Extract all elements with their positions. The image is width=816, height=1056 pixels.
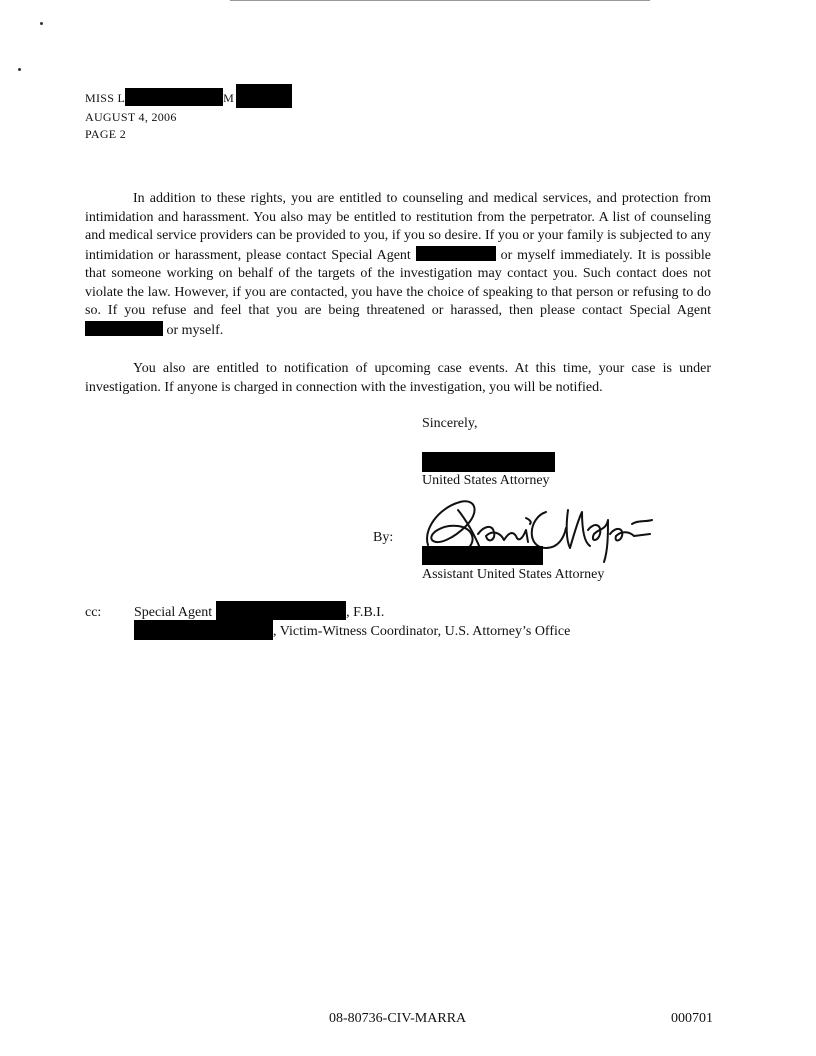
paragraph-rights [85,190,711,340]
letter-body-2 [85,360,711,397]
cc-line-2-suffix: , Victim-Witness Coordinator, U.S. Attorney’s Office [273,624,571,640]
cc-line-1-suffix: , F.B.I. [346,605,385,620]
by-label: By: [373,530,394,545]
scan-speck [40,22,43,25]
page-number-header: PAGE 2 [85,127,127,141]
scan-speck [18,68,21,71]
letter-date: AUGUST 4, 2006 [85,110,177,124]
redaction-box [422,546,543,565]
cc-label: cc: [85,605,102,620]
redaction-box [85,321,163,336]
cc-line-2 [134,624,570,640]
paragraph-rights-part3: or myself. [166,322,224,338]
closing: Sincerely, [422,416,478,431]
bates-number: 000701 [671,1011,713,1026]
recipient-prefix: MISS L [85,91,126,105]
redaction-box [216,601,346,620]
signer-title-1: United States Attorney [422,473,550,488]
cc-line-1-prefix: Special Agent [134,605,213,620]
case-number: 08-80736-CIV-MARRA [329,1011,467,1026]
redaction-box [416,246,496,261]
redaction-box [422,452,555,472]
paragraph-notification: You also are entitled to notification of upcoming case events. At this time, your case is under investigation. If anyone is charged in connection with the investigation, you will be notified. [85,361,711,395]
paragraph-rights-part2: or myself immediately. It is possible that someone working on behalf of the targets of the investigation may contact you. Such contact does not violate the law. However, if you are contacted, you have the choice of speaking to that person or refusing to do so. If you refuse and feel that you are being threatened or harassed, then please contact Special Agent [85,247,712,318]
signer-title-2: Assistant United States Attorney [422,567,605,582]
redaction-box [134,620,273,640]
redaction-box [236,84,292,108]
redaction-box [125,88,223,106]
recipient-line [85,90,292,108]
cc-line-1 [134,605,384,621]
scan-top-line [230,0,650,1]
paragraph-rights-part1: In addition to these rights, you are entitled to counseling and medical services, and protection from intimidation and harassment. You also may be entitled to restitution from the perpetrator. A list of counseling and medical service providers can be provided to you, if you so desire. If you or your family is subjected to any intimidation or harassment, please contact Special Agent [85,191,711,263]
recipient-suffix: M [223,91,235,105]
letter-body [85,190,711,340]
